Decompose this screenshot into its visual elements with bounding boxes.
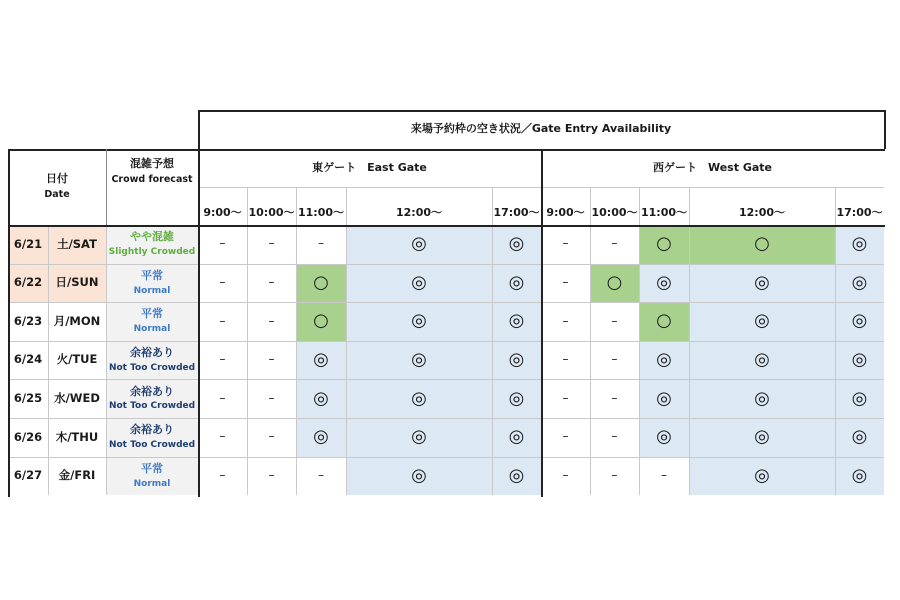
double-circle-icon: ◎ — [754, 310, 770, 332]
dash-mark: – — [268, 352, 275, 367]
date-text: 6/24 — [13, 352, 43, 367]
dash-mark: – — [268, 274, 275, 289]
dash-mark: – — [562, 429, 569, 444]
dash-mark: – — [562, 236, 569, 251]
west-slot-cell — [835, 418, 884, 457]
west-time-slot-header — [835, 187, 884, 225]
grid-line — [8, 264, 884, 265]
crowd-header-jp: 混雑予想 — [130, 157, 174, 170]
east-time-slot-header — [346, 187, 492, 225]
double-circle-icon: ◎ — [851, 233, 868, 255]
double-circle-icon: ◎ — [411, 271, 427, 293]
day-text: 火/TUE — [56, 352, 98, 367]
double-circle-icon: ◎ — [851, 464, 868, 486]
date-cell — [8, 341, 48, 380]
west-slot-cell — [639, 225, 689, 264]
west-slot-cell — [689, 341, 835, 380]
crowd-forecast-cell — [106, 457, 198, 496]
double-circle-icon: ◎ — [754, 464, 770, 486]
crowd-forecast-cell — [106, 379, 198, 418]
double-circle-icon: ◎ — [508, 310, 525, 332]
date-cell — [8, 457, 48, 496]
west-time-slot-header — [639, 187, 689, 225]
east-slot-cell — [198, 264, 247, 303]
double-circle-icon: ◎ — [508, 387, 525, 409]
double-circle-icon: ◎ — [754, 349, 770, 371]
dash-mark: – — [219, 352, 226, 367]
double-circle-icon: ◎ — [508, 271, 525, 293]
west-slot-cell — [639, 302, 689, 341]
dash-mark: – — [268, 313, 275, 328]
grid-line — [8, 149, 10, 497]
east-slot-cell — [346, 457, 492, 496]
crowd-forecast-jp: 余裕あり — [130, 423, 174, 437]
east-slot-cell — [198, 225, 247, 264]
time-slot-label: 9:00～ — [546, 205, 585, 219]
east-slot-cell — [247, 418, 296, 457]
double-circle-icon: ◎ — [508, 464, 525, 486]
dash-mark: – — [219, 236, 226, 251]
circle-icon: ○ — [656, 310, 672, 332]
east-slot-cell — [296, 418, 346, 457]
crowd-forecast-en: Normal — [133, 478, 171, 489]
west-slot-cell — [689, 418, 835, 457]
date-cell — [8, 418, 48, 457]
east-time-slot-header — [247, 187, 296, 225]
east-slot-cell — [492, 302, 541, 341]
circle-icon: ○ — [656, 233, 672, 255]
dash-mark: – — [219, 274, 226, 289]
crowd-forecast-en: Not Too Crowded — [108, 401, 196, 412]
dash-mark: – — [219, 467, 226, 482]
west-time-slot-header — [541, 187, 590, 225]
double-circle-icon: ◎ — [508, 426, 525, 448]
dash-mark: – — [318, 467, 324, 482]
double-circle-icon: ◎ — [656, 387, 672, 409]
double-circle-icon: ◎ — [411, 310, 427, 332]
date-header — [8, 149, 106, 225]
dash-mark: – — [611, 467, 618, 482]
date-header-en: Date — [44, 189, 70, 201]
west-slot-cell — [541, 457, 590, 496]
double-circle-icon: ◎ — [508, 349, 525, 371]
dash-mark: – — [219, 390, 226, 405]
grid-line — [8, 379, 884, 380]
dash-mark: – — [562, 352, 569, 367]
time-slot-label: 12:00～ — [738, 205, 785, 219]
double-circle-icon: ◎ — [411, 349, 427, 371]
east-slot-cell — [492, 457, 541, 496]
grid-line — [8, 341, 884, 342]
east-slot-cell — [247, 225, 296, 264]
west-slot-cell — [541, 418, 590, 457]
west-slot-cell — [590, 341, 639, 380]
time-slot-label: 11:00～ — [297, 205, 344, 219]
east-slot-cell — [247, 264, 296, 303]
time-slot-label: 11:00～ — [640, 205, 687, 219]
east-slot-cell — [247, 379, 296, 418]
day-text: 水/WED — [54, 391, 100, 406]
crowd-forecast-cell — [106, 264, 198, 303]
grid-line — [639, 187, 640, 495]
date-text: 6/21 — [13, 236, 43, 251]
west-slot-cell — [689, 457, 835, 496]
east-slot-cell — [346, 264, 492, 303]
east-gate-label: 東ゲート East Gate — [312, 160, 427, 174]
dash-mark: – — [318, 236, 324, 251]
double-circle-icon: ◎ — [656, 349, 672, 371]
grid-line — [8, 302, 884, 303]
time-slot-label: 17:00～ — [493, 205, 540, 219]
crowd-header — [106, 149, 198, 225]
grid-line — [8, 149, 885, 151]
east-slot-cell — [198, 418, 247, 457]
time-slot-label: 17:00～ — [836, 205, 883, 219]
grid-line — [590, 187, 591, 495]
west-slot-cell — [835, 379, 884, 418]
date-cell — [8, 379, 48, 418]
crowd-forecast-jp: やや混雑 — [130, 230, 174, 244]
double-circle-icon: ◎ — [656, 426, 672, 448]
dash-mark: – — [562, 313, 569, 328]
west-slot-cell — [639, 341, 689, 380]
west-slot-cell — [541, 225, 590, 264]
east-slot-cell — [198, 379, 247, 418]
west-slot-cell — [639, 379, 689, 418]
crowd-forecast-jp: 平常 — [141, 268, 163, 282]
dash-mark: – — [219, 313, 226, 328]
crowd-forecast-en: Normal — [133, 285, 171, 296]
day-cell — [48, 225, 106, 264]
crowd-forecast-jp: 余裕あり — [130, 384, 174, 398]
circle-icon: ○ — [606, 271, 623, 293]
east-slot-cell — [492, 264, 541, 303]
double-circle-icon: ◎ — [851, 426, 868, 448]
dash-mark: – — [611, 429, 618, 444]
day-text: 木/THU — [55, 429, 99, 444]
west-slot-cell — [835, 302, 884, 341]
date-text: 6/26 — [13, 429, 43, 444]
day-text: 月/MON — [53, 313, 101, 328]
east-slot-cell — [296, 302, 346, 341]
crowd-forecast-cell — [106, 341, 198, 380]
west-slot-cell — [541, 379, 590, 418]
grid-line — [247, 187, 248, 495]
dash-mark: – — [562, 274, 569, 289]
crowd-forecast-en: Slightly Crowded — [108, 246, 196, 257]
west-gate-header — [541, 149, 884, 187]
dash-mark: – — [611, 390, 618, 405]
east-slot-cell — [247, 302, 296, 341]
double-circle-icon: ◎ — [411, 233, 427, 255]
grid-line — [346, 187, 347, 495]
east-slot-cell — [198, 457, 247, 496]
west-slot-cell — [689, 379, 835, 418]
day-text: 金/FRI — [58, 468, 96, 483]
crowd-forecast-en: Not Too Crowded — [108, 362, 196, 373]
east-slot-cell — [346, 379, 492, 418]
west-slot-cell — [590, 379, 639, 418]
east-time-slot-header — [296, 187, 346, 225]
double-circle-icon: ◎ — [411, 387, 427, 409]
dash-mark: – — [219, 429, 226, 444]
crowd-forecast-cell — [106, 225, 198, 264]
double-circle-icon: ◎ — [313, 426, 329, 448]
west-slot-cell — [835, 264, 884, 303]
crowd-forecast-en: Not Too Crowded — [108, 439, 196, 450]
double-circle-icon: ◎ — [851, 349, 868, 371]
west-slot-cell — [541, 341, 590, 380]
west-slot-cell — [590, 225, 639, 264]
crowd-forecast-cell — [106, 302, 198, 341]
date-text: 6/23 — [13, 313, 43, 328]
east-time-slot-header — [492, 187, 541, 225]
crowd-forecast-en: Normal — [133, 324, 171, 335]
table-title — [198, 110, 884, 149]
east-gate-header — [198, 149, 541, 187]
time-slot-label: 10:00～ — [248, 205, 295, 219]
grid-line — [541, 149, 543, 497]
east-slot-cell — [198, 302, 247, 341]
double-circle-icon: ◎ — [754, 271, 770, 293]
east-slot-cell — [492, 379, 541, 418]
dash-mark: – — [611, 313, 618, 328]
east-slot-cell — [296, 457, 346, 496]
day-cell — [48, 379, 106, 418]
double-circle-icon: ◎ — [411, 426, 427, 448]
west-time-slot-header — [590, 187, 639, 225]
crowd-forecast-jp: 平常 — [141, 461, 163, 475]
double-circle-icon: ◎ — [754, 387, 770, 409]
dash-mark: – — [562, 467, 569, 482]
grid-line — [835, 187, 836, 495]
west-slot-cell — [639, 418, 689, 457]
east-slot-cell — [346, 225, 492, 264]
day-text: 日/SUN — [55, 275, 99, 290]
west-slot-cell — [835, 457, 884, 496]
east-slot-cell — [346, 418, 492, 457]
east-slot-cell — [198, 341, 247, 380]
dash-mark: – — [661, 467, 667, 482]
west-slot-cell — [835, 341, 884, 380]
double-circle-icon: ◎ — [851, 271, 868, 293]
west-slot-cell — [590, 418, 639, 457]
dash-mark: – — [268, 390, 275, 405]
double-circle-icon: ◎ — [411, 464, 427, 486]
time-slot-label: 12:00～ — [395, 205, 442, 219]
east-slot-cell — [492, 418, 541, 457]
grid-line — [689, 187, 690, 495]
east-slot-cell — [296, 379, 346, 418]
double-circle-icon: ◎ — [313, 387, 329, 409]
day-cell — [48, 418, 106, 457]
date-text: 6/22 — [13, 275, 43, 290]
double-circle-icon: ◎ — [851, 310, 868, 332]
west-slot-cell — [689, 302, 835, 341]
circle-icon: ○ — [313, 271, 329, 293]
double-circle-icon: ◎ — [754, 426, 770, 448]
grid-line — [198, 110, 200, 497]
grid-line — [884, 110, 886, 149]
west-time-slot-header — [689, 187, 835, 225]
grid-line — [296, 187, 297, 495]
west-slot-cell — [590, 302, 639, 341]
grid-line — [8, 225, 885, 227]
grid-line — [8, 418, 884, 419]
grid-line — [492, 187, 493, 495]
east-slot-cell — [296, 225, 346, 264]
dash-mark: – — [611, 236, 618, 251]
date-cell — [8, 225, 48, 264]
crowd-forecast-jp: 余裕あり — [130, 346, 174, 360]
dash-mark: – — [268, 429, 275, 444]
dash-mark: – — [611, 352, 618, 367]
table-title-text: 来場予約枠の空き状況／Gate Entry Availability — [410, 122, 672, 136]
circle-icon: ○ — [754, 233, 770, 255]
west-slot-cell — [639, 264, 689, 303]
dash-mark: – — [562, 390, 569, 405]
double-circle-icon: ◎ — [851, 387, 868, 409]
west-slot-cell — [689, 264, 835, 303]
double-circle-icon: ◎ — [656, 271, 672, 293]
west-slot-cell — [541, 302, 590, 341]
west-slot-cell — [590, 457, 639, 496]
grid-line — [48, 225, 49, 495]
west-slot-cell — [835, 225, 884, 264]
grid-line — [198, 110, 885, 112]
east-time-slot-header — [198, 187, 247, 225]
date-header-jp: 日付 — [46, 171, 68, 185]
east-slot-cell — [492, 225, 541, 264]
day-cell — [48, 341, 106, 380]
day-cell — [48, 264, 106, 303]
west-slot-cell — [590, 264, 639, 303]
date-cell — [8, 302, 48, 341]
day-cell — [48, 302, 106, 341]
double-circle-icon: ◎ — [313, 349, 329, 371]
date-text: 6/27 — [13, 468, 43, 483]
east-slot-cell — [247, 457, 296, 496]
east-slot-cell — [492, 341, 541, 380]
time-slot-label: 9:00～ — [203, 205, 242, 219]
double-circle-icon: ◎ — [508, 233, 525, 255]
west-slot-cell — [639, 457, 689, 496]
time-slot-label: 10:00～ — [591, 205, 638, 219]
crowd-header-en: Crowd forecast — [111, 173, 193, 185]
crowd-forecast-cell — [106, 418, 198, 457]
east-slot-cell — [346, 341, 492, 380]
east-slot-cell — [296, 264, 346, 303]
west-gate-label: 西ゲート West Gate — [652, 160, 772, 174]
grid-line — [106, 149, 107, 225]
dash-mark: – — [268, 236, 275, 251]
day-text: 土/SAT — [57, 236, 97, 251]
crowd-forecast-jp: 平常 — [141, 307, 163, 321]
grid-line — [8, 457, 884, 458]
east-slot-cell — [296, 341, 346, 380]
circle-icon: ○ — [313, 310, 329, 332]
east-slot-cell — [247, 341, 296, 380]
west-slot-cell — [541, 264, 590, 303]
dash-mark: – — [268, 467, 275, 482]
date-cell — [8, 264, 48, 303]
east-slot-cell — [346, 302, 492, 341]
day-cell — [48, 457, 106, 496]
west-slot-cell — [689, 225, 835, 264]
date-text: 6/25 — [13, 391, 43, 406]
